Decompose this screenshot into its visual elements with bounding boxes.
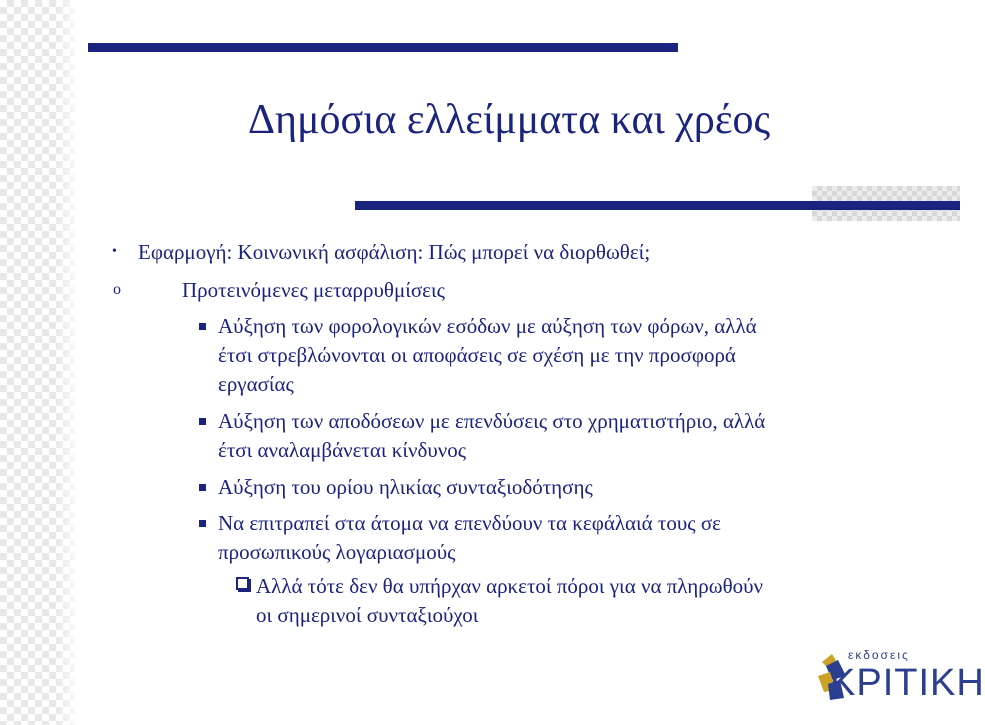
sub-reform-line: οι σημερινοί συνταξιούχοι: [256, 603, 479, 627]
logo-publisher-label: εκδοσεις: [848, 648, 910, 662]
sub-reform-line: Αλλά τότε δεν θα υπήρχαν αρκετοί πόροι για να πληρωθούν: [256, 574, 764, 598]
square-bullet-icon: [199, 520, 206, 527]
square-bullet-icon: [199, 418, 206, 425]
reform-item-line: Αύξηση των φορολογικών εσόδων με αύξηση των φόρων, αλλά: [218, 314, 757, 338]
sub-bullet-item: Προτεινόμενες μεταρρυθμίσεις: [182, 278, 445, 302]
checkbox-bullet-icon: [236, 577, 249, 590]
reform-item-line: Να επιτραπεί στα άτομα να επενδύουν τα κεφάλαιά τους σε: [218, 511, 721, 535]
circle-bullet-icon: o: [113, 281, 121, 298]
bullet-dot-icon: •: [112, 244, 117, 259]
square-bullet-icon: [199, 484, 206, 491]
slide-title: Δημόσια ελλείμματα και χρέος: [248, 97, 771, 143]
reform-item-line: Αύξηση των αποδόσεων με επενδύσεις στο χρηματιστήριο, αλλά: [218, 409, 766, 433]
reform-item-line: Αύξηση του ορίου ηλικίας συνταξιοδότησης: [218, 475, 593, 499]
reform-item-line: προσωπικούς λογαριασμούς: [218, 540, 456, 564]
reform-item-line: έτσι στρεβλώνονται οι αποφάσεις σε σχέση με την προσφορά: [218, 343, 736, 367]
bullet-item: Εφαρμογή: Κοινωνική ασφάλιση: Πώς μπορεί να διορθωθεί;: [138, 240, 651, 264]
reform-item-line: εργασίας: [218, 372, 294, 396]
logo-brand-name: ΚΡΙΤΙΚΗ: [830, 662, 985, 704]
reform-item-line: έτσι αναλαμβάνεται κίνδυνος: [218, 438, 467, 462]
square-bullet-icon: [199, 323, 206, 330]
